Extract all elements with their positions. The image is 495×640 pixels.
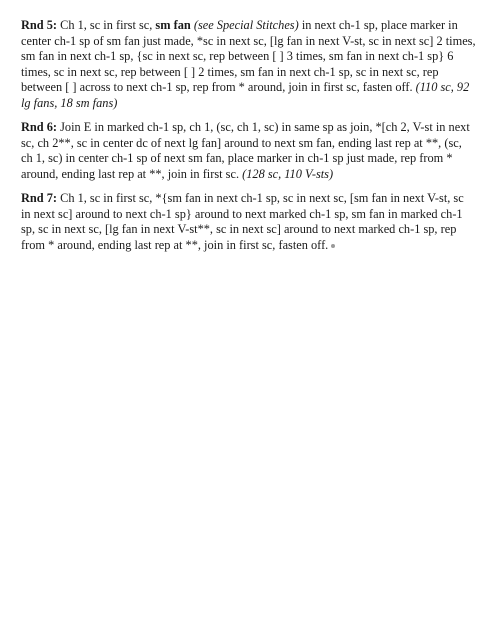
round-5-paragraph	[21, 18, 476, 112]
round-5-label: Rnd 5:	[21, 18, 58, 32]
round-6-text: Join E in marked ch-1 sp, ch 1, (sc, ch 1, sc) in same sp as join, *[ch 2, V-st in next sc, ch 2**, sc in center dc of next lg fan] around to next sm fan, ending last rep at **, (sc, ch 1, sc) in center ch-1 sp of next sm fan, place marker in ch-1 sp just made, rep from * around, ending last rep at **, join in first sc.	[21, 120, 470, 181]
round-5-text: Ch 1, sc in first sc,	[57, 18, 156, 32]
round-7-text: Ch 1, sc in first sc, *{sm fan in next ch-1 sp, sc in next sc, [sm fan in next V-st, sc in next sc] around to next ch-1 sp} around to next marked ch-1 sp, sm fan in marked ch-1 sp, sc in next sc, [lg fan in next V-st**, sc in next sc] around to next marked ch-1 sp, rep from * around, ending last rep at **, join in first sc, fasten off.	[21, 191, 464, 252]
round-5-stitch-count: (110 sc, 92 lg fans, 18 sm fans)	[21, 80, 470, 110]
round-5-stitch-name: sm fan	[155, 18, 191, 32]
pattern-text-page	[21, 18, 476, 262]
round-7-label: Rnd 7:	[21, 191, 58, 206]
round-6-stitch-count: (128 sc, 110 V-sts)	[242, 166, 334, 181]
round-5-reference-note: (see Special Stitches)	[193, 18, 299, 32]
round-5-text: in next ch-1 sp, place marker in center ch-1 sp of sm fan just made, *sc in next sc, [lg fan in next V-st, sc in next sc] 2 times, sm fan in next ch-1 sp, {sc in next sc, rep between [ ] 3 times, sm fan in next ch-1 sp} 6 times, sc in next sc, rep between [ ] 2 times, sm fan in next ch-1 sp, sc in next sc, rep between [ ] across to next ch-1 sp, rep from * around, join in first sc, fasten off.	[21, 18, 476, 95]
end-of-pattern-dot-icon	[331, 244, 335, 248]
round-6-label: Rnd 6:	[21, 120, 58, 135]
round-7-paragraph	[21, 191, 476, 253]
round-6-paragraph	[21, 120, 476, 182]
